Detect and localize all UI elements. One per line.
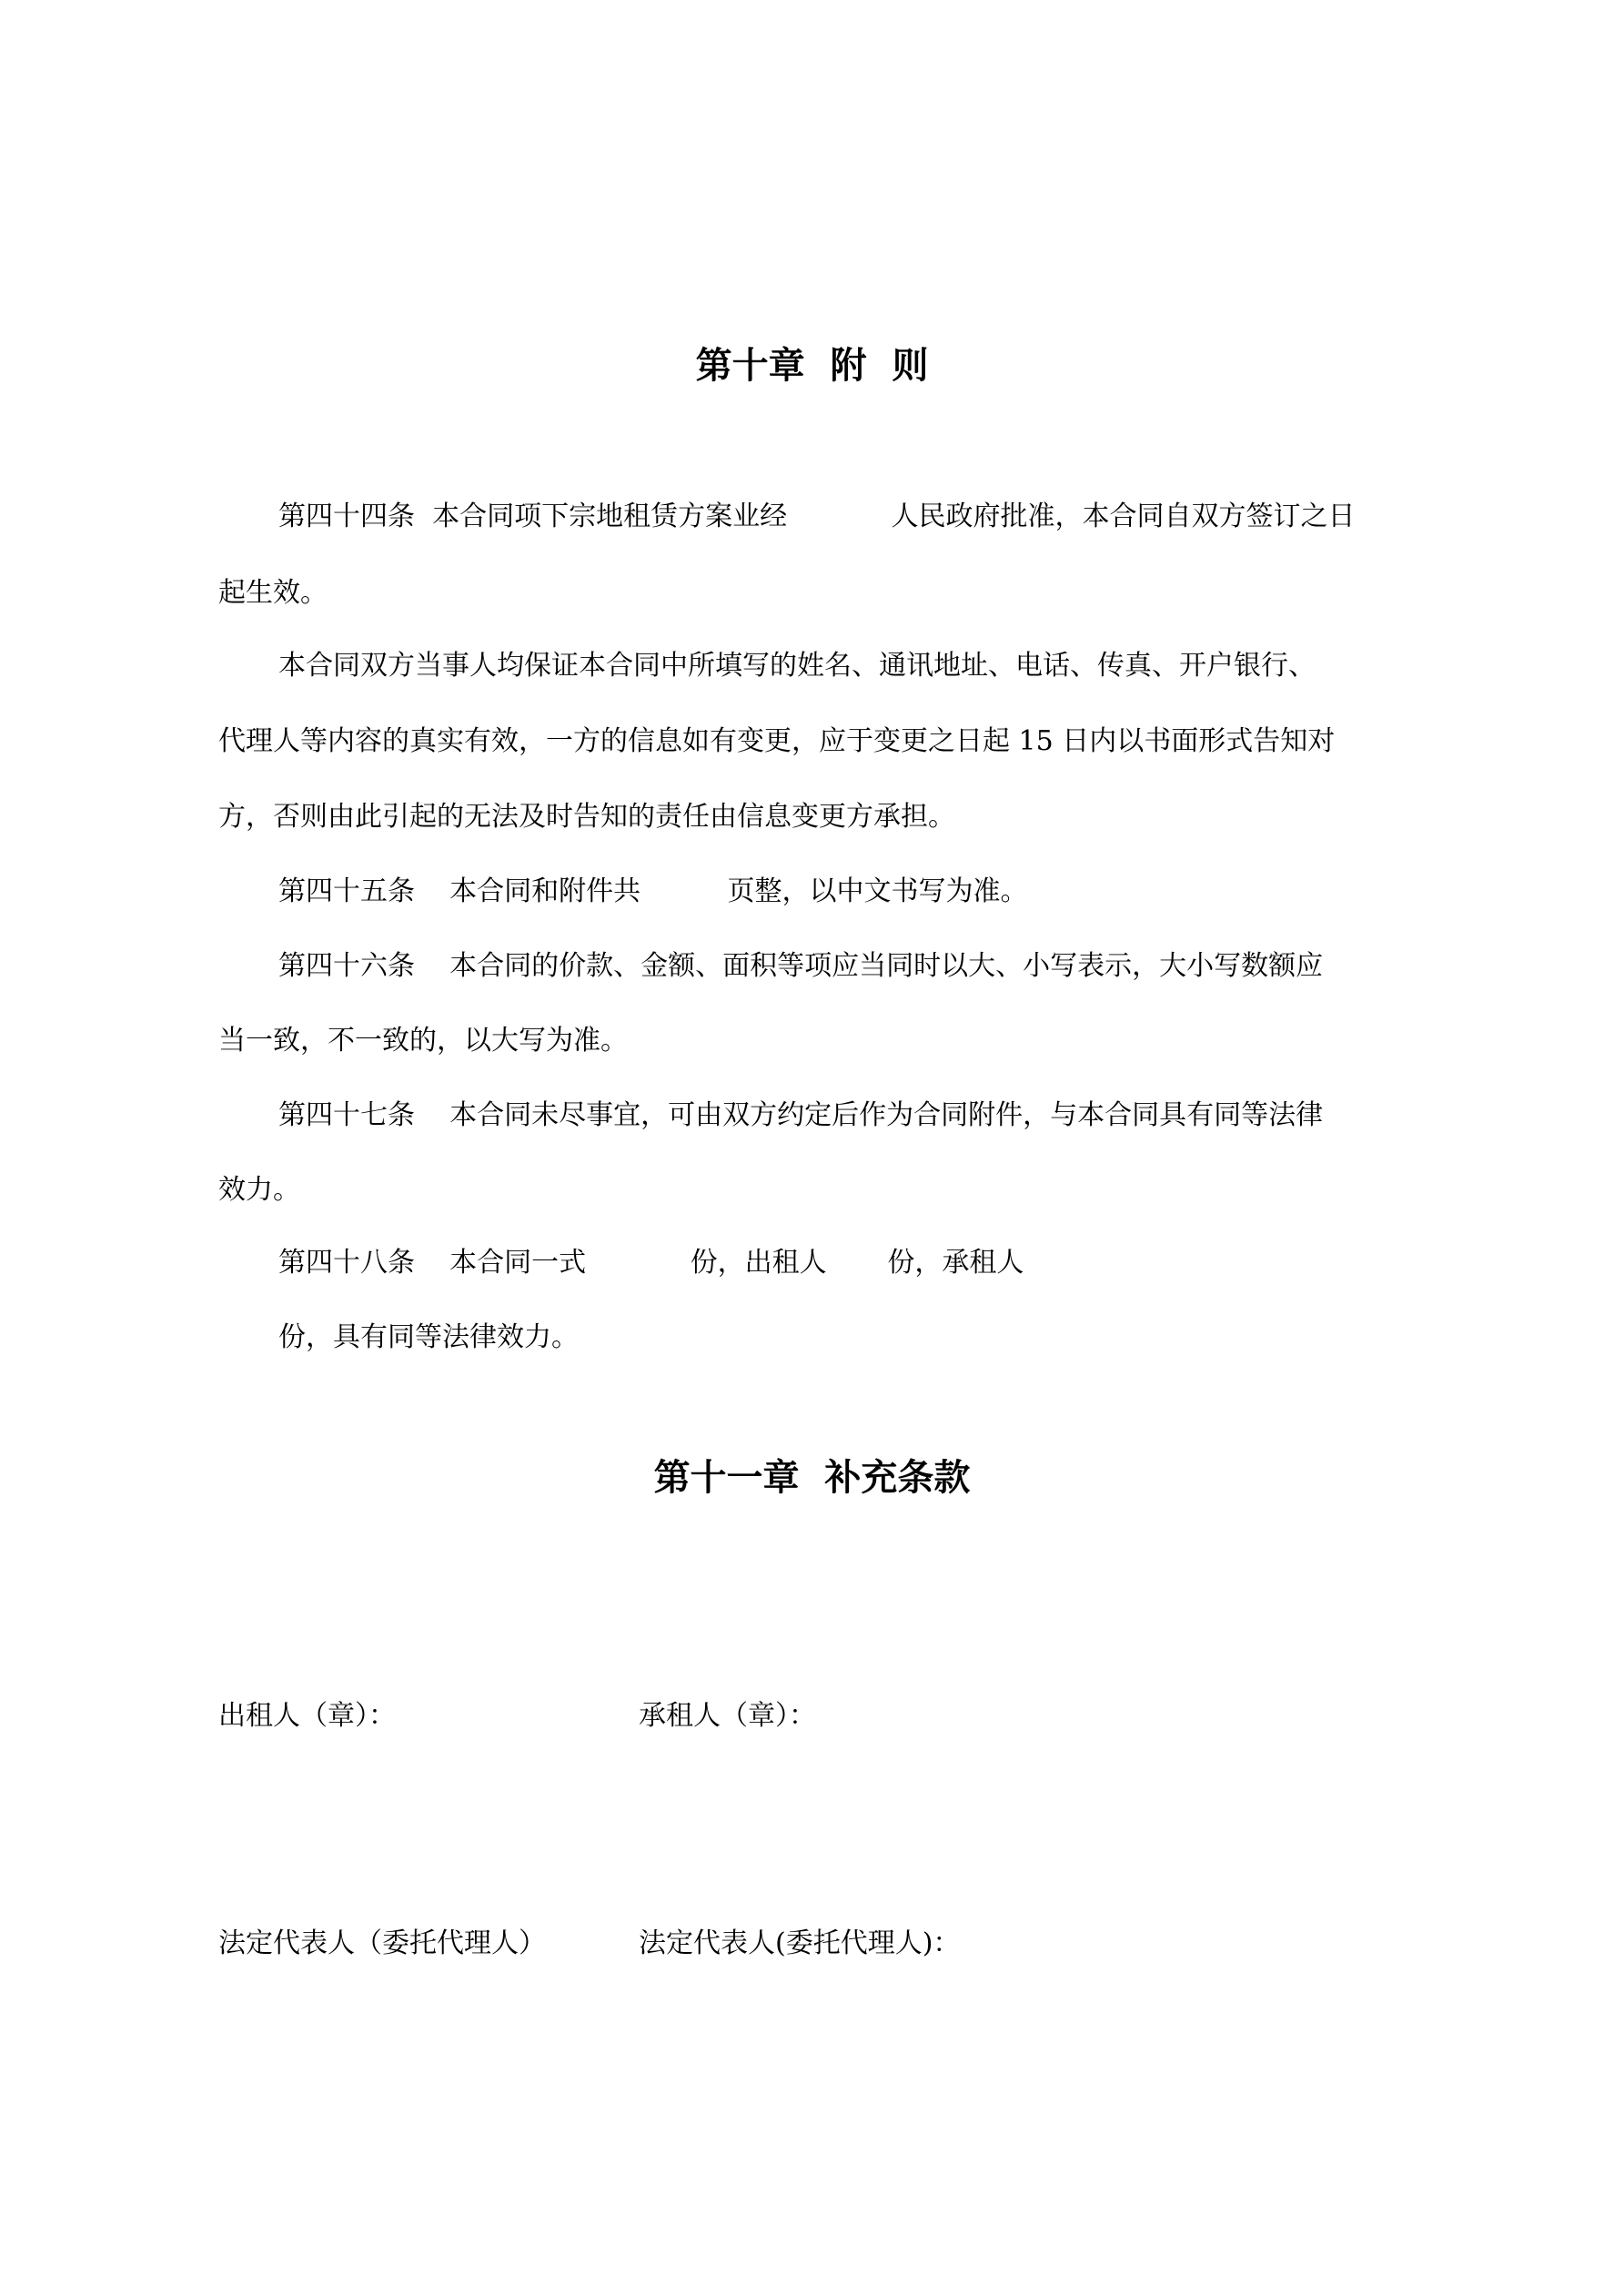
lessor-representative-label: 法定代表人（委托代理人）: [218, 1927, 546, 1959]
article-46-line-2: 当一致，不一致的，以大写为准。: [218, 1025, 628, 1057]
lessor-seal-label: 出租人（章）：: [218, 1700, 396, 1732]
article-47-line-2: 效力。: [218, 1174, 300, 1206]
info-clause-line-3: 方，否则由此引起的无法及时告知的责任由信息变更方承担。: [218, 801, 955, 833]
chapter-11-title: 第十一章 补充条款: [653, 1457, 971, 1499]
article-45: 第四十五条 本合同和附件共 页整，以中文书写为准。: [278, 875, 1028, 907]
article-48-line-2: 份，具有同等法律效力。: [278, 1321, 579, 1353]
article-44-line-1: 第四十四条 本合同项下宗地租赁方案业经 人民政府批准，本合同自双方签订之日: [278, 501, 1356, 532]
lessee-seal-label: 承租人（章）：: [639, 1700, 816, 1732]
info-clause-line-2: 代理人等内容的真实有效，一方的信息如有变更，应于变更之日起 15 日内以书面形式告知对: [218, 725, 1336, 757]
article-44-line-2: 起生效。: [218, 577, 328, 609]
article-47-line-1: 第四十七条 本合同未尽事宜，可由双方约定后作为合同附件，与本合同具有同等法律: [278, 1099, 1324, 1131]
lessee-representative-label: 法定代表人(委托代理人)：: [639, 1927, 961, 1959]
article-48-line-1: 第四十八条 本合同一式 份，出租人 份，承租人: [278, 1247, 1024, 1279]
info-clause-line-1: 本合同双方当事人均保证本合同中所填写的姓名、通讯地址、电话、传真、开户银行、: [278, 650, 1316, 682]
article-46-line-1: 第四十六条 本合同的价款、金额、面积等项应当同时以大、小写表示，大小写数额应: [278, 950, 1324, 982]
chapter-10-title: 第十章 附 则: [695, 345, 929, 387]
